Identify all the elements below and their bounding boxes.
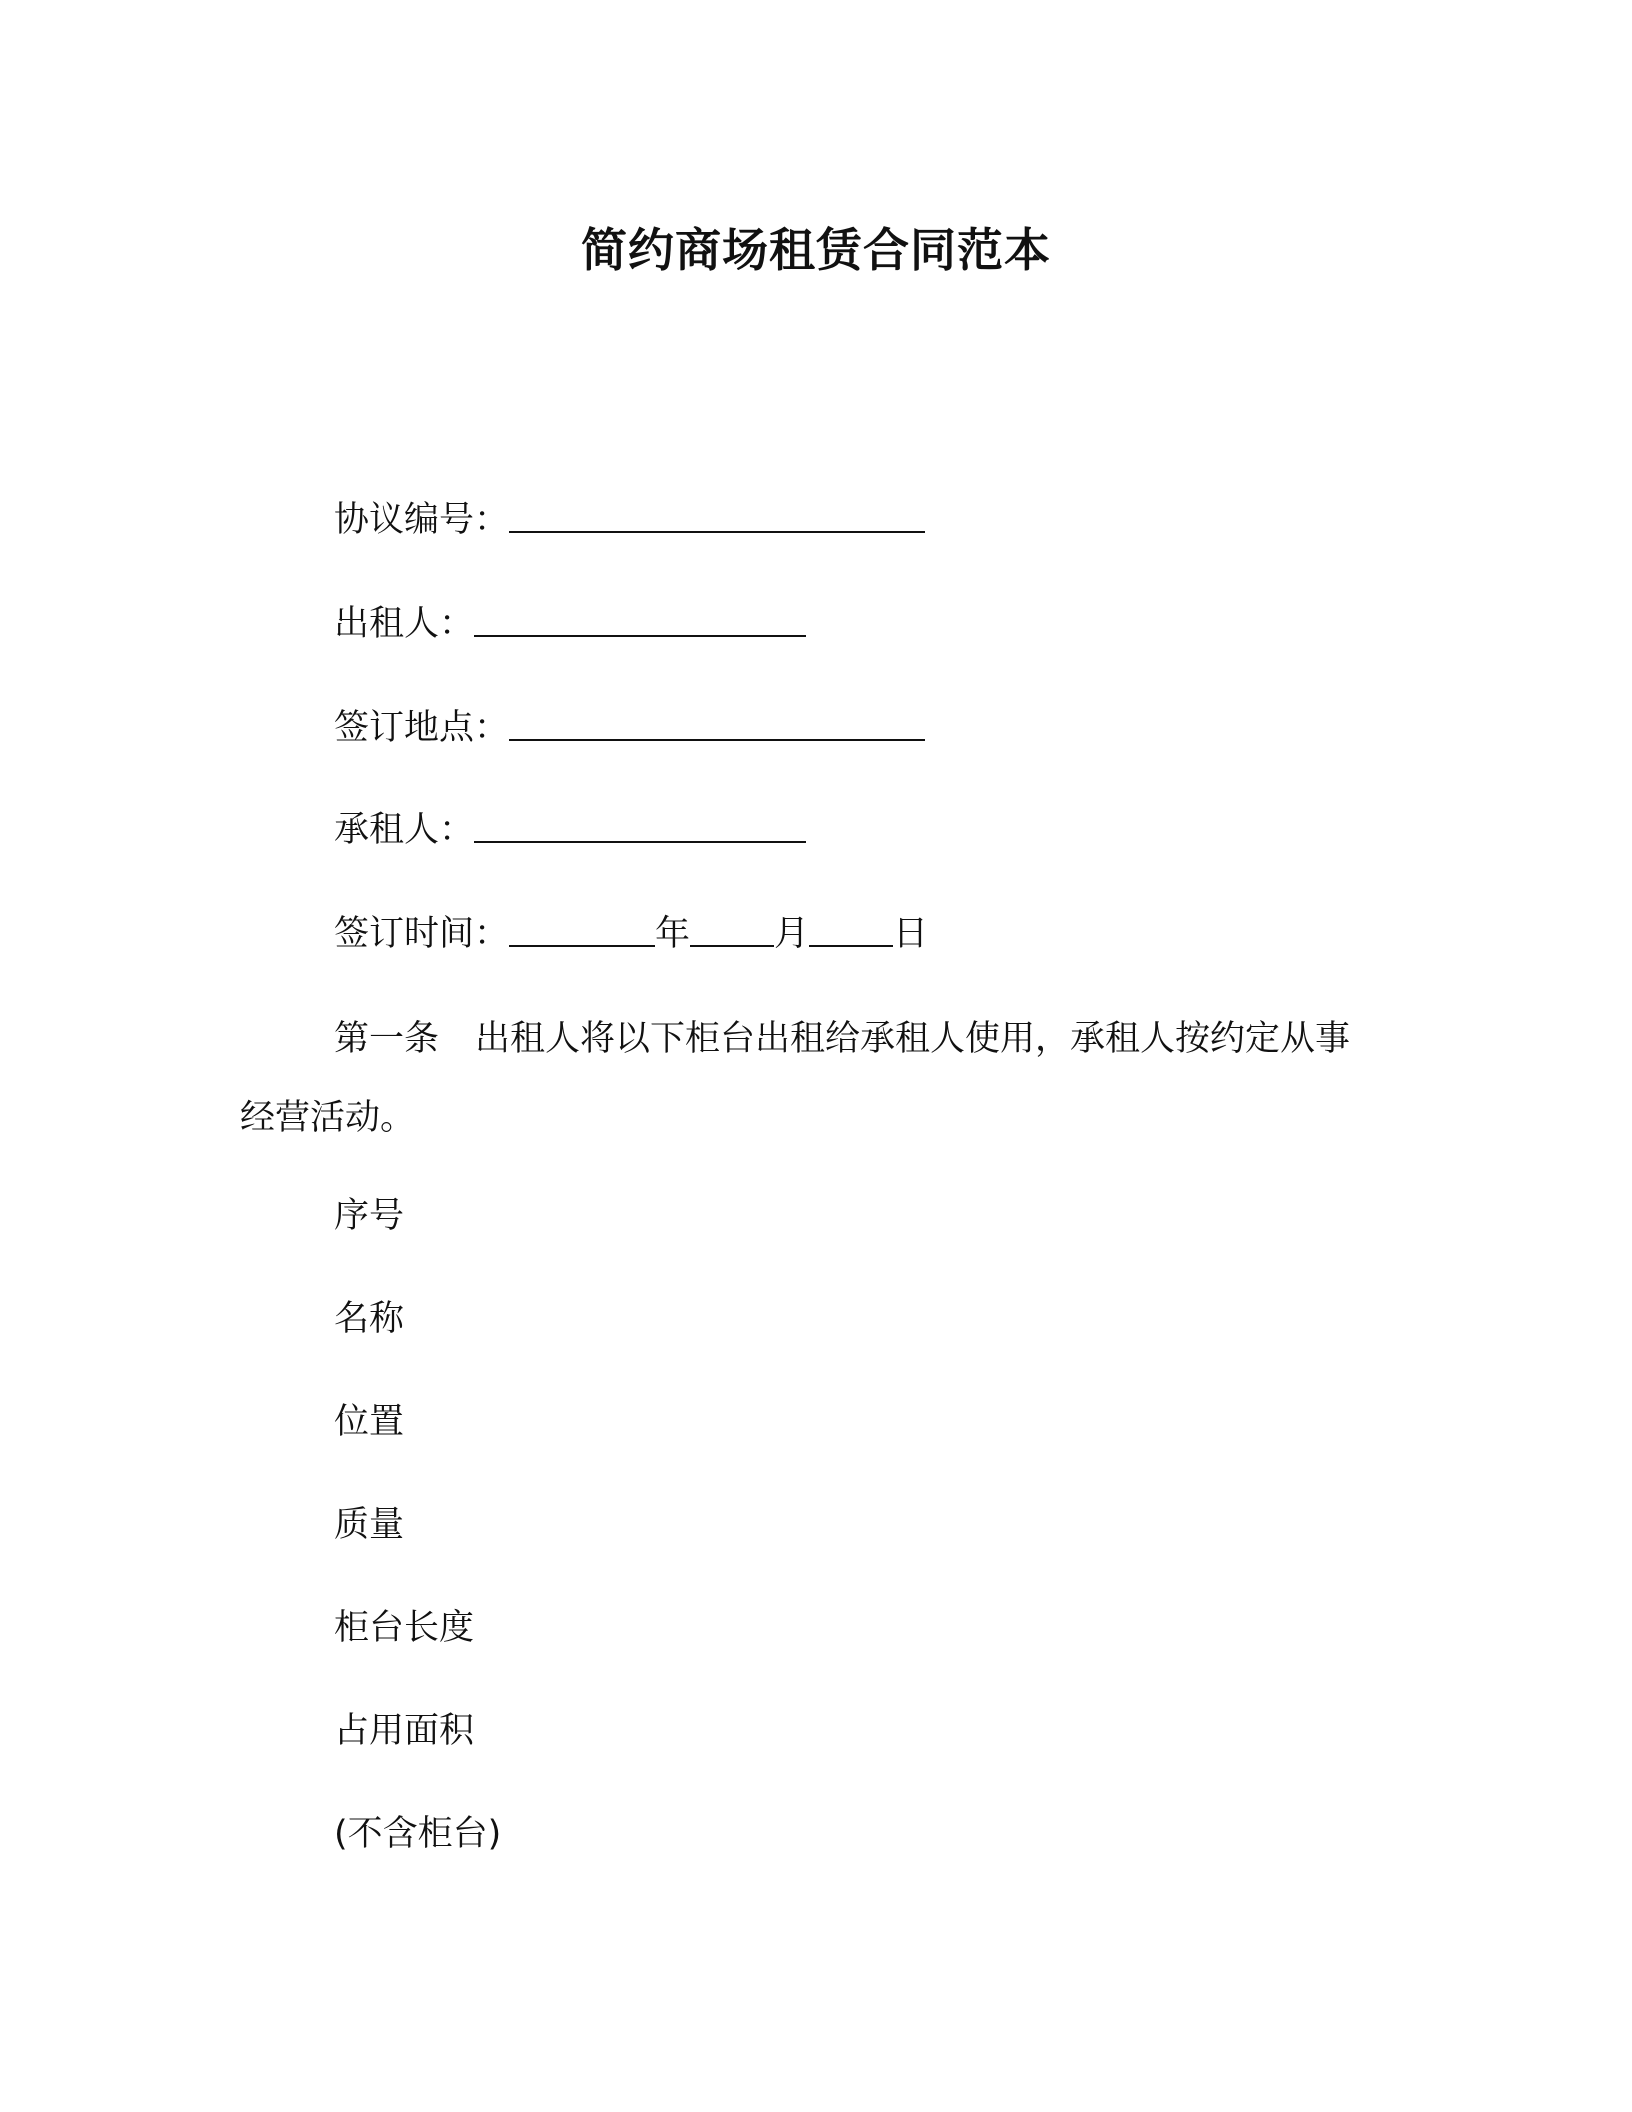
article-1 xyxy=(240,1000,1380,1158)
year-blank[interactable] xyxy=(509,911,655,947)
agreement-no-label: 协议编号： xyxy=(334,500,510,540)
table-header-name: 名称 xyxy=(334,1299,405,1339)
table-header-quality: 质量 xyxy=(334,1505,405,1545)
signing-place-label: 签订地点： xyxy=(334,708,510,748)
signing-time-label: 签订时间： xyxy=(334,914,510,954)
signing-place-row xyxy=(334,704,925,752)
lessor-label: 出租人： xyxy=(334,604,475,644)
agreement-no-row xyxy=(334,496,925,544)
table-header-excluding-counter: (不含柜台) xyxy=(334,1814,502,1854)
signing-place-blank[interactable] xyxy=(509,705,925,741)
table-header-location: 位置 xyxy=(334,1402,405,1442)
table-header-serial: 序号 xyxy=(334,1196,405,1236)
article-1-heading: 第一条 xyxy=(334,1019,440,1059)
day-blank[interactable] xyxy=(809,911,893,947)
table-header-counter-length: 柜台长度 xyxy=(334,1608,475,1648)
lessee-blank[interactable] xyxy=(474,807,806,843)
month-label: 月 xyxy=(774,914,810,954)
lessee-row xyxy=(334,806,806,854)
agreement-no-blank[interactable] xyxy=(509,497,925,533)
lessee-label: 承租人： xyxy=(334,810,475,850)
month-blank[interactable] xyxy=(690,911,774,947)
document-title: 简约商场租赁合同范本 xyxy=(581,223,1051,277)
lessor-row xyxy=(334,600,806,648)
table-header-occupied-area: 占用面积 xyxy=(334,1711,475,1751)
signing-time-row xyxy=(334,910,928,958)
day-label: 日 xyxy=(893,914,929,954)
year-label: 年 xyxy=(655,914,691,954)
article-1-text: 出租人将以下柜台出租给承租人使用，承租人按约定从事经营活动。 xyxy=(240,1019,1351,1138)
lessor-blank[interactable] xyxy=(474,601,806,637)
